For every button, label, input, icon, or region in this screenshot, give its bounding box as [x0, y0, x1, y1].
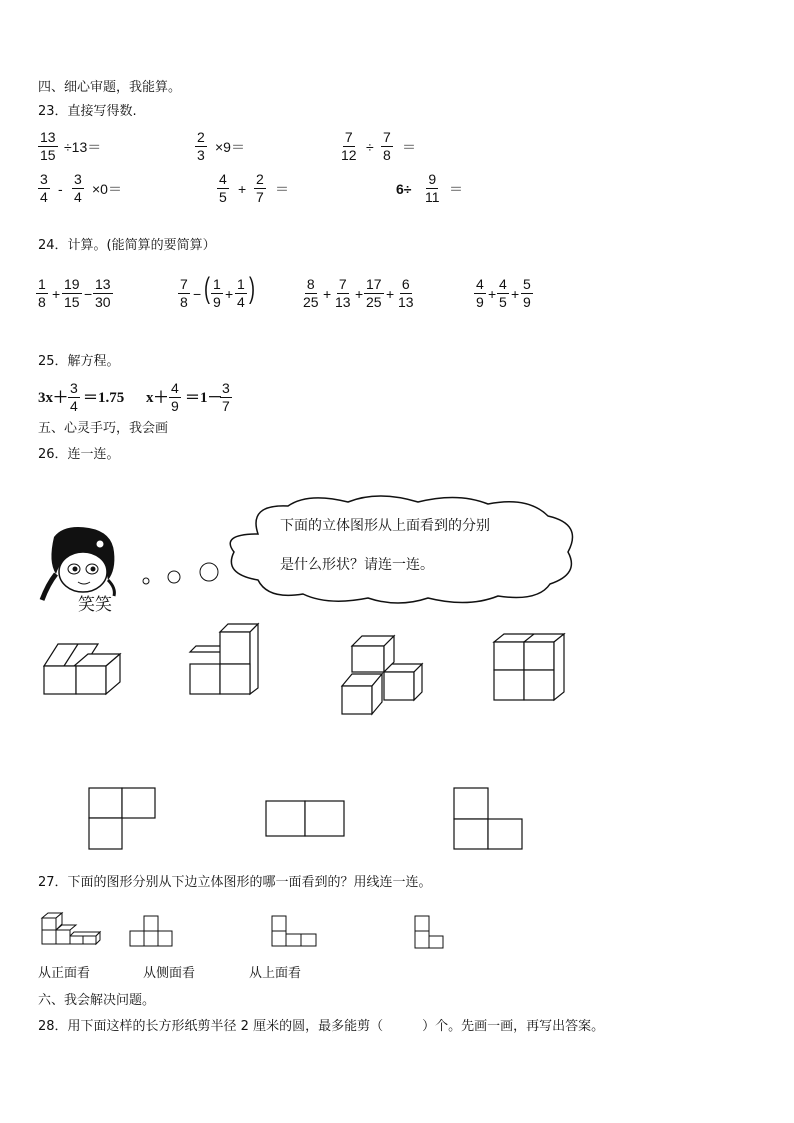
q23-title: 23．直接写得数.: [38, 104, 137, 119]
fraction: $\frac{3}{4}$: [40, 171, 48, 205]
operator: ÷: [366, 139, 374, 155]
operator: +: [488, 286, 497, 302]
thought-dots: [140, 560, 220, 590]
fraction: $\frac{13}{15}$: [40, 129, 56, 163]
solid-figure-3: [338, 632, 428, 718]
fraction: $\frac{3}{4}$: [70, 380, 78, 414]
q27-solid-figure: [38, 910, 102, 950]
q26-title: 26．连一连。: [38, 447, 120, 462]
section-6-heading: 六、我会解决问题。: [38, 993, 156, 1008]
section-5-heading: 五、心灵手巧，我会画: [38, 421, 169, 436]
label-top-view: 从上面看: [249, 966, 302, 981]
fraction: $\frac{2}{3}$: [197, 129, 205, 163]
fraction: $\frac{4}{9}$: [171, 380, 179, 414]
equals: ＝: [449, 181, 463, 197]
expr-tail: ÷13＝: [64, 139, 102, 155]
operator: +: [225, 286, 234, 302]
operator: +: [52, 286, 61, 302]
fraction: $\frac{4}{5}$: [219, 171, 227, 205]
operator: +: [238, 181, 247, 197]
expr-lead: 6÷: [396, 181, 412, 197]
fraction: $\frac{2}{7}$: [256, 171, 264, 205]
section-4-heading: 四、细心审题，我能算。: [38, 80, 182, 95]
fraction: $\frac{1}{4}$: [237, 276, 245, 310]
expr-tail: ×0＝: [92, 181, 122, 197]
operator: +: [511, 286, 520, 302]
q27-view-shape-3: [413, 914, 449, 954]
q24-title: 24．计算。(能简算的要简算）: [38, 238, 216, 253]
fraction: $\frac{7}{13}$: [335, 276, 351, 310]
label-side-view: 从侧面看: [143, 966, 196, 981]
fraction: $\frac{3}{7}$: [222, 380, 230, 414]
equation-lead: x＋: [146, 390, 169, 406]
operator: +: [323, 286, 332, 302]
q27-view-shape-2: [270, 914, 322, 950]
equals: ＝: [275, 181, 289, 197]
solid-figure-2: [186, 620, 266, 696]
equals: ＝: [402, 139, 416, 155]
fraction: $\frac{8}{25}$: [303, 276, 319, 310]
top-view-shape-1: [88, 787, 158, 851]
fraction: $\frac{6}{13}$: [398, 276, 414, 310]
left-paren: (: [204, 272, 210, 305]
operator: +: [355, 286, 364, 302]
girl-caption: 笑笑: [78, 595, 112, 615]
solid-figure-1: [40, 640, 130, 700]
fraction: $\frac{7}{8}$: [180, 276, 188, 310]
equation-lead: 3x＋: [38, 390, 69, 406]
q27-view-shape-1: [128, 914, 178, 950]
fraction: $\frac{7}{12}$: [341, 129, 357, 163]
q28-text: 28．用下面这样的长方形纸剪半径 2 厘米的圆，最多能剪（ ）个。先画一画，再写出答案。: [38, 1019, 605, 1034]
q25-title: 25．解方程。: [38, 354, 120, 369]
top-view-shape-2: [265, 800, 347, 838]
fraction: $\frac{1}{8}$: [38, 276, 46, 310]
right-paren: ): [249, 272, 255, 305]
label-front-view: 从正面看: [38, 966, 91, 981]
fraction: $\frac{4}{9}$: [476, 276, 484, 310]
fraction: $\frac{19}{15}$: [64, 276, 80, 310]
expr-tail: ×9＝: [215, 139, 245, 155]
operator: −: [193, 286, 202, 302]
fraction: $\frac{4}{5}$: [499, 276, 507, 310]
operator: +: [386, 286, 395, 302]
fraction: $\frac{5}{9}$: [523, 276, 531, 310]
fraction: $\frac{17}{25}$: [366, 276, 382, 310]
cloud-line-2: 是什么形状？请连一连。: [280, 557, 434, 573]
fraction: $\frac{9}{11}$: [425, 171, 440, 205]
q27-title: 27．下面的图形分别从下边立体图形的哪一面看到的？用线连一连。: [38, 875, 432, 890]
solid-figure-4: [490, 630, 570, 704]
cloud-bubble: [218, 494, 583, 606]
operator: −: [84, 286, 93, 302]
operator: -: [58, 181, 63, 197]
top-view-shape-3: [453, 787, 525, 851]
cloud-line-1: 下面的立体图形从上面看到的分别: [280, 518, 490, 534]
fraction: $\frac{13}{30}$: [95, 276, 111, 310]
equation-mid: ＝1－: [185, 390, 223, 406]
equation-tail: ＝1.75: [83, 390, 125, 406]
fraction: $\frac{3}{4}$: [74, 171, 82, 205]
fraction: $\frac{7}{8}$: [383, 129, 391, 163]
fraction: $\frac{1}{9}$: [213, 276, 221, 310]
